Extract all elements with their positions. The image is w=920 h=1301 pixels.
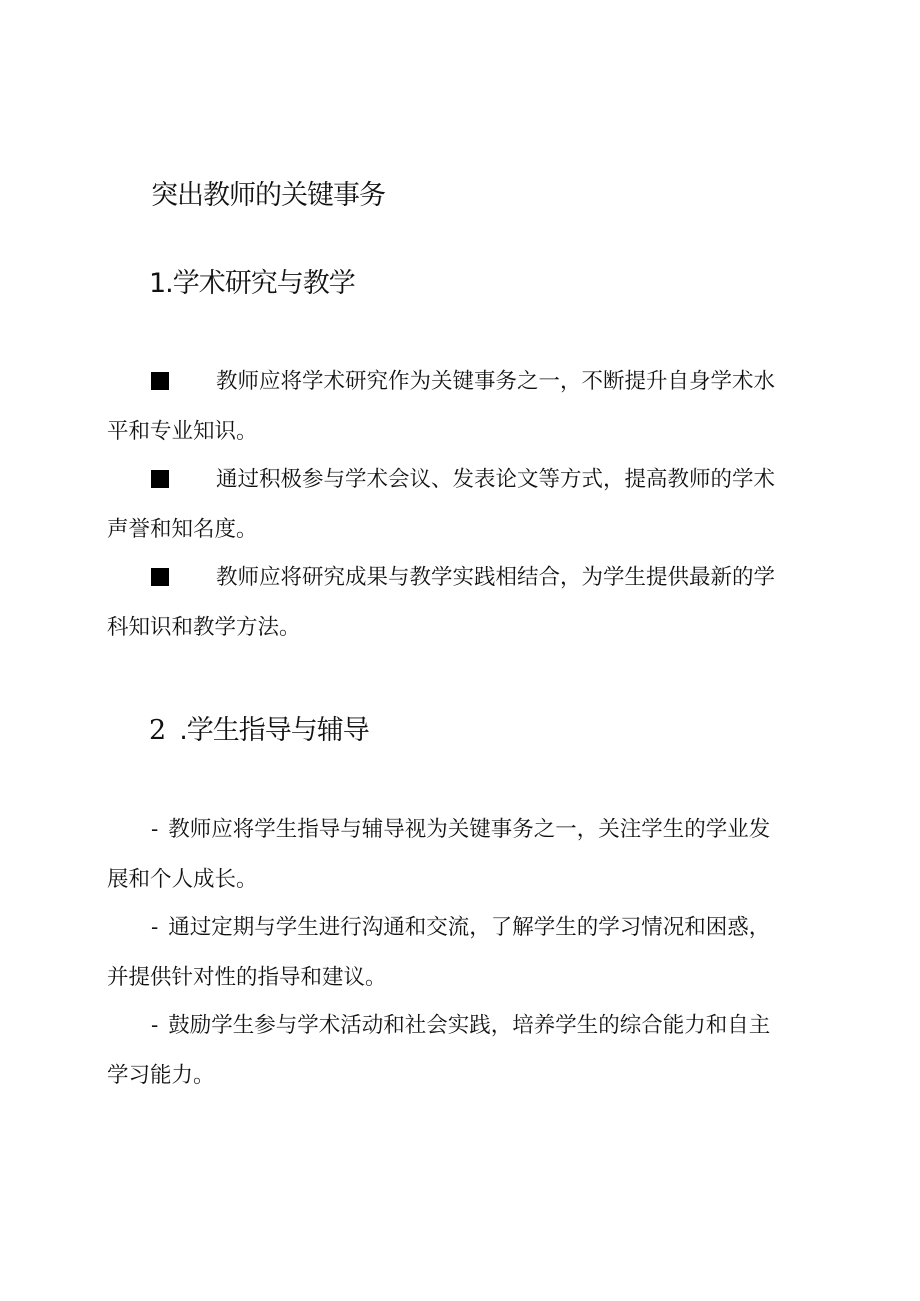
section-2-item-1 — [107, 805, 823, 905]
bullet-text-line-1: 教师应将研究成果与教学实践相结合，为学生提供最新的学 — [216, 565, 776, 590]
section-2-item-3 — [107, 1001, 823, 1101]
item-text-line-2: 并提供针对性的指导和建议。 — [107, 965, 387, 990]
bullet-text-line-1: 通过积极参与学术会议、发表论文等方式，提高教师的学术 — [216, 467, 776, 492]
dash-bullet-icon: - — [151, 1013, 159, 1038]
section-2-number: 2 — [149, 715, 166, 746]
section-2-item-2 — [107, 903, 823, 1003]
item-text-line-2: 展和个人成长。 — [107, 867, 258, 892]
bullet-text-line-2: 声誉和知名度。 — [107, 517, 258, 542]
item-text-line-1: 通过定期与学生进行沟通和交流，了解学生的学习情况和困惑， — [168, 915, 771, 940]
dash-bullet-icon: - — [151, 915, 159, 940]
square-bullet-icon — [151, 372, 169, 390]
document-title: 突出教师的关键事务 — [151, 180, 385, 211]
bullet-text-line-2: 科知识和教学方法。 — [107, 615, 301, 640]
section-1-bullet-1 — [107, 357, 823, 457]
item-text-line-1: 教师应将学生指导与辅导视为关键事务之一，关注学生的学业发 — [168, 817, 771, 842]
section-2-heading — [149, 713, 369, 749]
item-text-line-2: 学习能力。 — [107, 1063, 215, 1088]
section-1-heading: 1.学术研究与教学 — [149, 268, 355, 299]
item-text-line-1: 鼓励学生参与学术活动和社会实践，培养学生的综合能力和自主 — [168, 1013, 771, 1038]
dash-bullet-icon: - — [151, 817, 159, 842]
square-bullet-icon — [151, 470, 169, 488]
section-2-heading-text: .学生指导与辅导 — [179, 715, 369, 746]
section-1-bullet-2 — [107, 455, 823, 555]
section-1-bullet-3 — [107, 553, 823, 653]
bullet-text-line-1: 教师应将学术研究作为关键事务之一，不断提升自身学术水 — [216, 369, 776, 394]
square-bullet-icon — [151, 568, 169, 586]
bullet-text-line-2: 平和专业知识。 — [107, 419, 258, 444]
